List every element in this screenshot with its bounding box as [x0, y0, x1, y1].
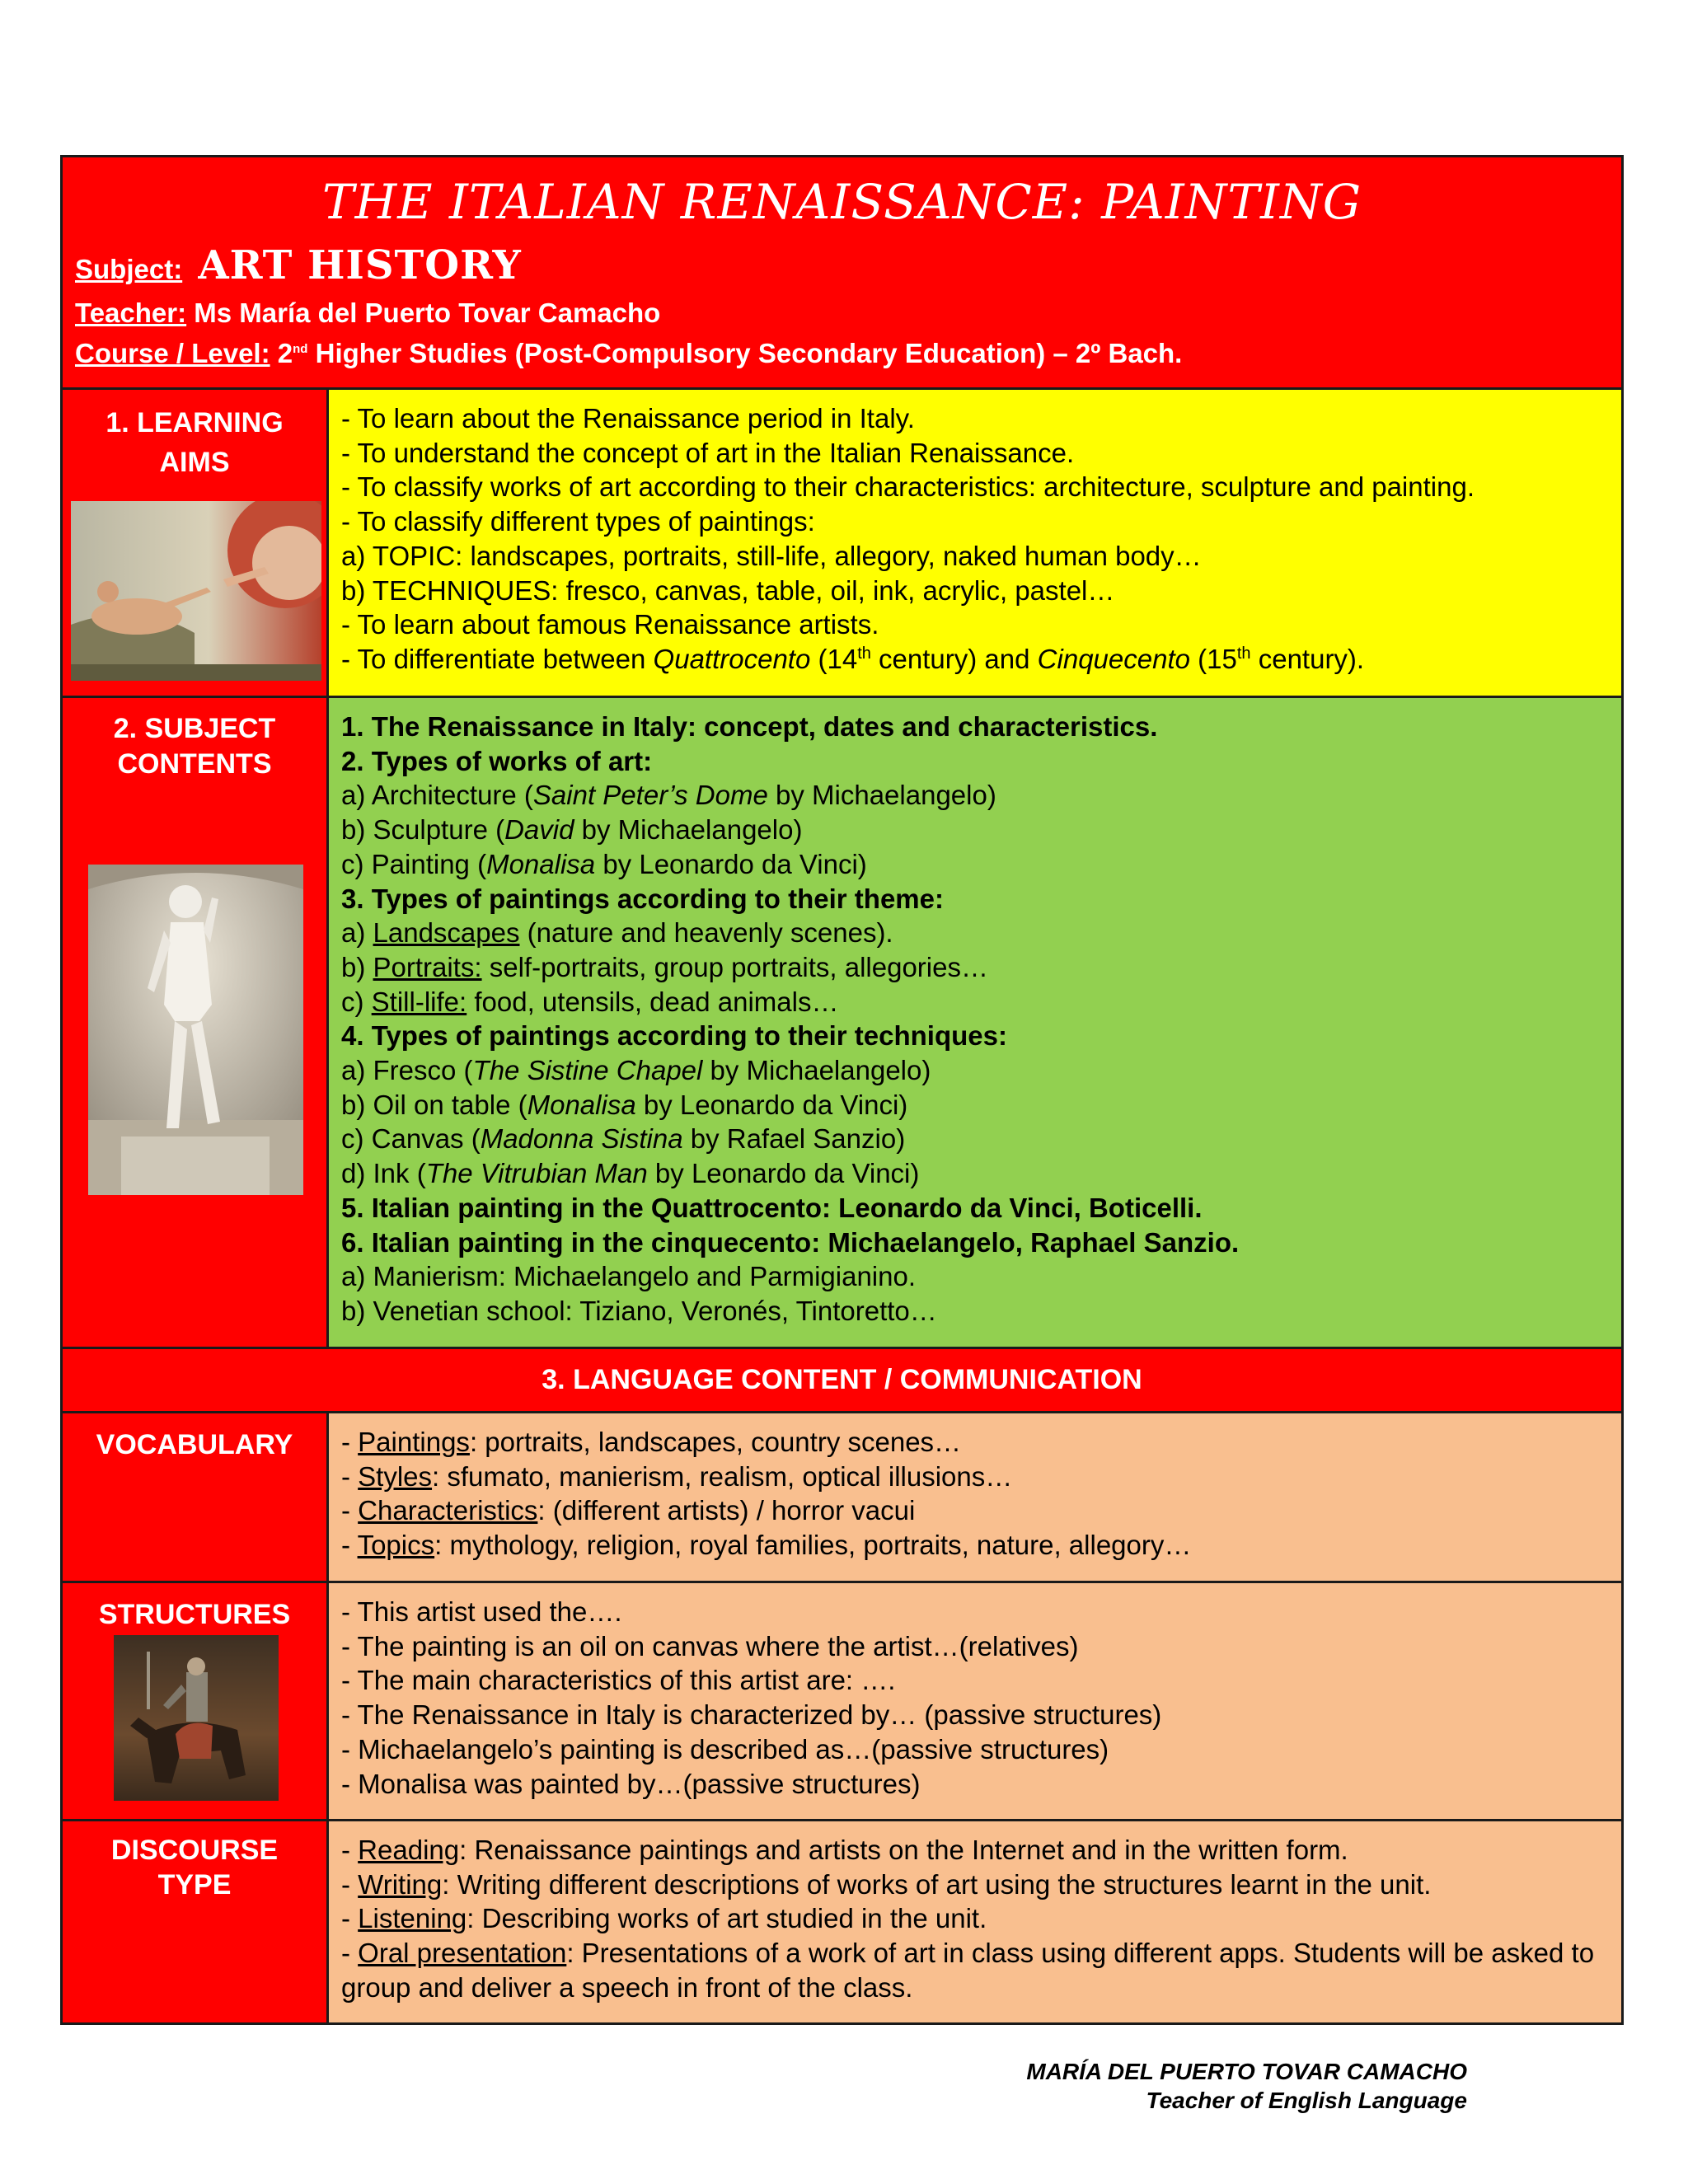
artwork-title: Madonna Sistina [480, 1123, 683, 1155]
text-segment: a) Fresco ( [341, 1055, 473, 1086]
text-segment: - [341, 1530, 358, 1561]
theme-term: Still-life: [371, 986, 467, 1017]
discourse-skill: Oral presentation [358, 1938, 567, 1969]
vocabulary-term: Characteristics [358, 1495, 538, 1526]
learning-aims-content [329, 390, 1621, 696]
subject-contents-label-1: 2. SUBJECT [113, 713, 276, 744]
subject-contents-row [63, 698, 1621, 1349]
structure-line: - This artist used the…. [341, 1596, 622, 1627]
theme-term: Portraits: [373, 951, 482, 982]
vocabulary-item [341, 1425, 1610, 1460]
text-segment: by Michaelangelo) [574, 814, 803, 846]
header-block [63, 157, 1621, 390]
text-segment: food, utensils, dead animals… [467, 986, 839, 1017]
text-segment: (15 [1189, 643, 1237, 674]
discourse-item [341, 1901, 1610, 1936]
vocabulary-term: Paintings [358, 1427, 470, 1457]
vocabulary-term: Styles [358, 1460, 433, 1492]
text-segment: : Writing different descriptions of works of art using the structures learnt in the unit. [442, 1868, 1432, 1900]
subject-contents-label-cell [63, 698, 329, 1347]
discourse-skill: Writing [358, 1868, 443, 1900]
discourse-skill: Listening [358, 1903, 467, 1934]
content-item [341, 1088, 1610, 1122]
artwork-title: David [504, 814, 574, 846]
course-value: Higher Studies (Post-Compulsory Secondary Education) – 2º Bach. [315, 338, 1183, 368]
vocabulary-row [63, 1413, 1621, 1583]
content-item [341, 813, 1610, 847]
learning-aims-label-1: 1. LEARNING [106, 407, 284, 438]
content-item [341, 916, 1610, 950]
text-segment: : (different artists) / horror vacui [537, 1495, 916, 1526]
discourse-type-content [329, 1821, 1621, 2022]
structures-label: STRUCTURES [98, 1599, 291, 1630]
subject-line [75, 242, 522, 288]
artwork-title: The Sistine Chapel [472, 1055, 703, 1086]
vocabulary-item [341, 1493, 1610, 1528]
structure-line: - The Renaissance in Italy is characterized by… (passive structures) [341, 1699, 1162, 1731]
structure-line: - Michaelangelo’s painting is described as…(passive structures) [341, 1733, 1109, 1765]
text-segment: : portraits, landscapes, country scenes… [469, 1427, 962, 1457]
artwork-title: Monalisa [486, 848, 596, 879]
text-segment: c) Canvas ( [341, 1123, 481, 1155]
teacher-value: Ms María del Puerto Tovar Camacho [194, 298, 661, 328]
discourse-item [341, 1868, 1610, 1902]
text-segment: (nature and heavenly scenes). [519, 917, 893, 949]
aim-line-last [341, 642, 1610, 677]
text-segment: - To differentiate between [341, 643, 654, 674]
lesson-plan-table [60, 155, 1624, 2025]
artwork-title: Monalisa [527, 1089, 636, 1120]
discourse-label-1: DISCOURSE [110, 1835, 279, 1866]
text-segment: (14 [810, 643, 858, 674]
learning-aims-label-2: AIMS [159, 447, 230, 478]
theme-term: Landscapes [373, 917, 520, 949]
text-segment: b) Sculpture ( [341, 814, 505, 846]
content-item [341, 1053, 1610, 1088]
aim-line: - To learn about the Renaissance period in Italy. [341, 403, 915, 434]
teacher-line [75, 298, 660, 329]
discourse-item [341, 1936, 1610, 2004]
content-heading: 3. Types of paintings according to their theme: [341, 883, 944, 914]
artwork-title: The Vitrubian Man [425, 1158, 648, 1189]
vocabulary-term: Topics [357, 1530, 435, 1561]
text-segment: a) [341, 917, 373, 949]
content-heading: 2. Types of works of art: [341, 745, 653, 776]
course-number: 2 [277, 338, 293, 368]
text-segment: c) [341, 986, 372, 1017]
content-heading: 5. Italian painting in the Quattrocento: Leonardo da Vinci, Boticelli. [341, 1192, 1203, 1223]
content-heading: 4. Types of paintings according to their techniques: [341, 1020, 1007, 1052]
text-segment: - [341, 1427, 359, 1457]
text-segment: d) Ink ( [341, 1158, 426, 1189]
structures-content [329, 1583, 1621, 1819]
equestrian-portrait-image [114, 1635, 279, 1801]
text-segment: by Rafael Sanzio) [682, 1123, 906, 1155]
aim-line: a) TOPIC: landscapes, portraits, still-life, allegory, naked human body… [341, 540, 1202, 571]
text-segment: b) [341, 951, 373, 982]
footer-author-role: Teacher of English Language [1146, 2088, 1467, 2113]
text-segment: c) Painting ( [341, 848, 487, 879]
text-segment: century). [1250, 643, 1365, 674]
subject-contents-label-2: CONTENTS [117, 748, 272, 780]
text-segment: : Renaissance paintings and artists on the Internet and in the written form. [459, 1835, 1348, 1865]
content-item [341, 950, 1610, 985]
content-item: b) Venetian school: Tiziano, Veronés, Tintoretto… [341, 1295, 937, 1326]
text-segment: : sfumato, manierism, realism, optical illusions… [432, 1460, 1013, 1492]
content-heading: 1. The Renaissance in Italy: concept, dates and characteristics. [341, 711, 1158, 742]
content-item [341, 985, 1610, 1019]
structure-line: - The main characteristics of this artist are: …. [341, 1665, 896, 1696]
text-segment: b) Oil on table ( [341, 1089, 528, 1120]
creation-of-adam-image [71, 501, 321, 681]
text-segment: - [341, 1460, 359, 1492]
learning-aims-row [63, 390, 1621, 698]
text-segment: by Michaelangelo) [767, 780, 996, 811]
ordinal-suffix: th [1236, 644, 1251, 663]
aim-line: - To learn about famous Renaissance artists. [341, 609, 879, 640]
text-segment: - [341, 1835, 359, 1865]
quattrocento-term: Quattrocento [653, 643, 811, 674]
teacher-label: Teacher: [75, 298, 187, 328]
ordinal-suffix: th [857, 644, 871, 663]
vocabulary-label-cell [63, 1413, 329, 1581]
text-segment: century) and [870, 643, 1038, 674]
course-line [75, 338, 1182, 369]
text-segment: by Leonardo da Vinci) [635, 1089, 908, 1120]
aim-line: b) TECHNIQUES: fresco, canvas, table, oil, ink, acrylic, pastel… [341, 574, 1115, 606]
text-segment: - [341, 1938, 359, 1969]
discourse-item [341, 1833, 1610, 1868]
language-content-banner: 3. LANGUAGE CONTENT / COMMUNICATION [63, 1349, 1621, 1413]
content-item: a) Manierism: Michaelangelo and Parmigianino. [341, 1261, 917, 1292]
discourse-type-row [63, 1821, 1621, 2022]
text-segment: self-portraits, group portraits, allegories… [481, 951, 988, 982]
david-statue-image [88, 865, 303, 1195]
text-segment: - [341, 1868, 359, 1900]
aim-line: - To understand the concept of art in the Italian Renaissance. [341, 437, 1075, 468]
structure-line: - The painting is an oil on canvas where the artist…(relatives) [341, 1630, 1079, 1661]
text-segment: - [341, 1903, 359, 1934]
subject-value: ART HISTORY [198, 242, 522, 288]
course-number-suffix: nd [293, 342, 308, 356]
text-segment: - [341, 1495, 359, 1526]
text-segment: by Leonardo da Vinci) [647, 1158, 920, 1189]
learning-aims-label-cell [63, 390, 329, 696]
text-segment: a) Architecture ( [341, 780, 533, 811]
content-item [341, 847, 1610, 882]
discourse-skill: Reading [358, 1835, 460, 1865]
page-title: THE ITALIAN RENAISSANCE: PAINTING [321, 174, 1362, 230]
text-segment: : Presentations of a work of art in class using different apps. Students will be asked to group and deliver a speech in front of the class. [341, 1938, 1595, 2003]
text-segment: by Michaelangelo) [702, 1055, 931, 1086]
structures-row [63, 1583, 1621, 1821]
footer-author-name: MARÍA DEL PUERTO TOVAR CAMACHO [1026, 2059, 1467, 2084]
aim-line: - To classify works of art according to their characteristics: architecture, sculpture and painting. [341, 471, 1475, 503]
structures-label-cell [63, 1583, 329, 1819]
discourse-label-2: TYPE [157, 1869, 232, 1900]
subject-contents-content [329, 698, 1621, 1347]
content-item [341, 1122, 1610, 1156]
course-label: Course / Level: [75, 338, 270, 368]
vocabulary-content [329, 1413, 1621, 1581]
artwork-title: Saint Peter’s Dome [532, 780, 768, 811]
text-segment: : Describing works of art studied in the unit. [467, 1903, 987, 1934]
aim-line: - To classify different types of paintings: [341, 506, 815, 537]
content-item [341, 778, 1610, 813]
text-segment: : mythology, religion, royal families, portraits, nature, allegory… [434, 1530, 1192, 1561]
vocabulary-item [341, 1460, 1610, 1494]
structure-line: - Monalisa was painted by…(passive structures) [341, 1768, 921, 1799]
discourse-type-label-cell [63, 1821, 329, 2022]
cinquecento-term: Cinquecento [1037, 643, 1190, 674]
content-heading: 6. Italian painting in the cinquecento: Michaelangelo, Raphael Sanzio. [341, 1226, 1240, 1258]
vocabulary-item [341, 1528, 1610, 1563]
content-item [341, 1156, 1610, 1191]
vocabulary-label: VOCABULARY [96, 1429, 293, 1460]
text-segment: by Leonardo da Vinci) [595, 848, 867, 879]
subject-label: Subject: [75, 254, 183, 284]
